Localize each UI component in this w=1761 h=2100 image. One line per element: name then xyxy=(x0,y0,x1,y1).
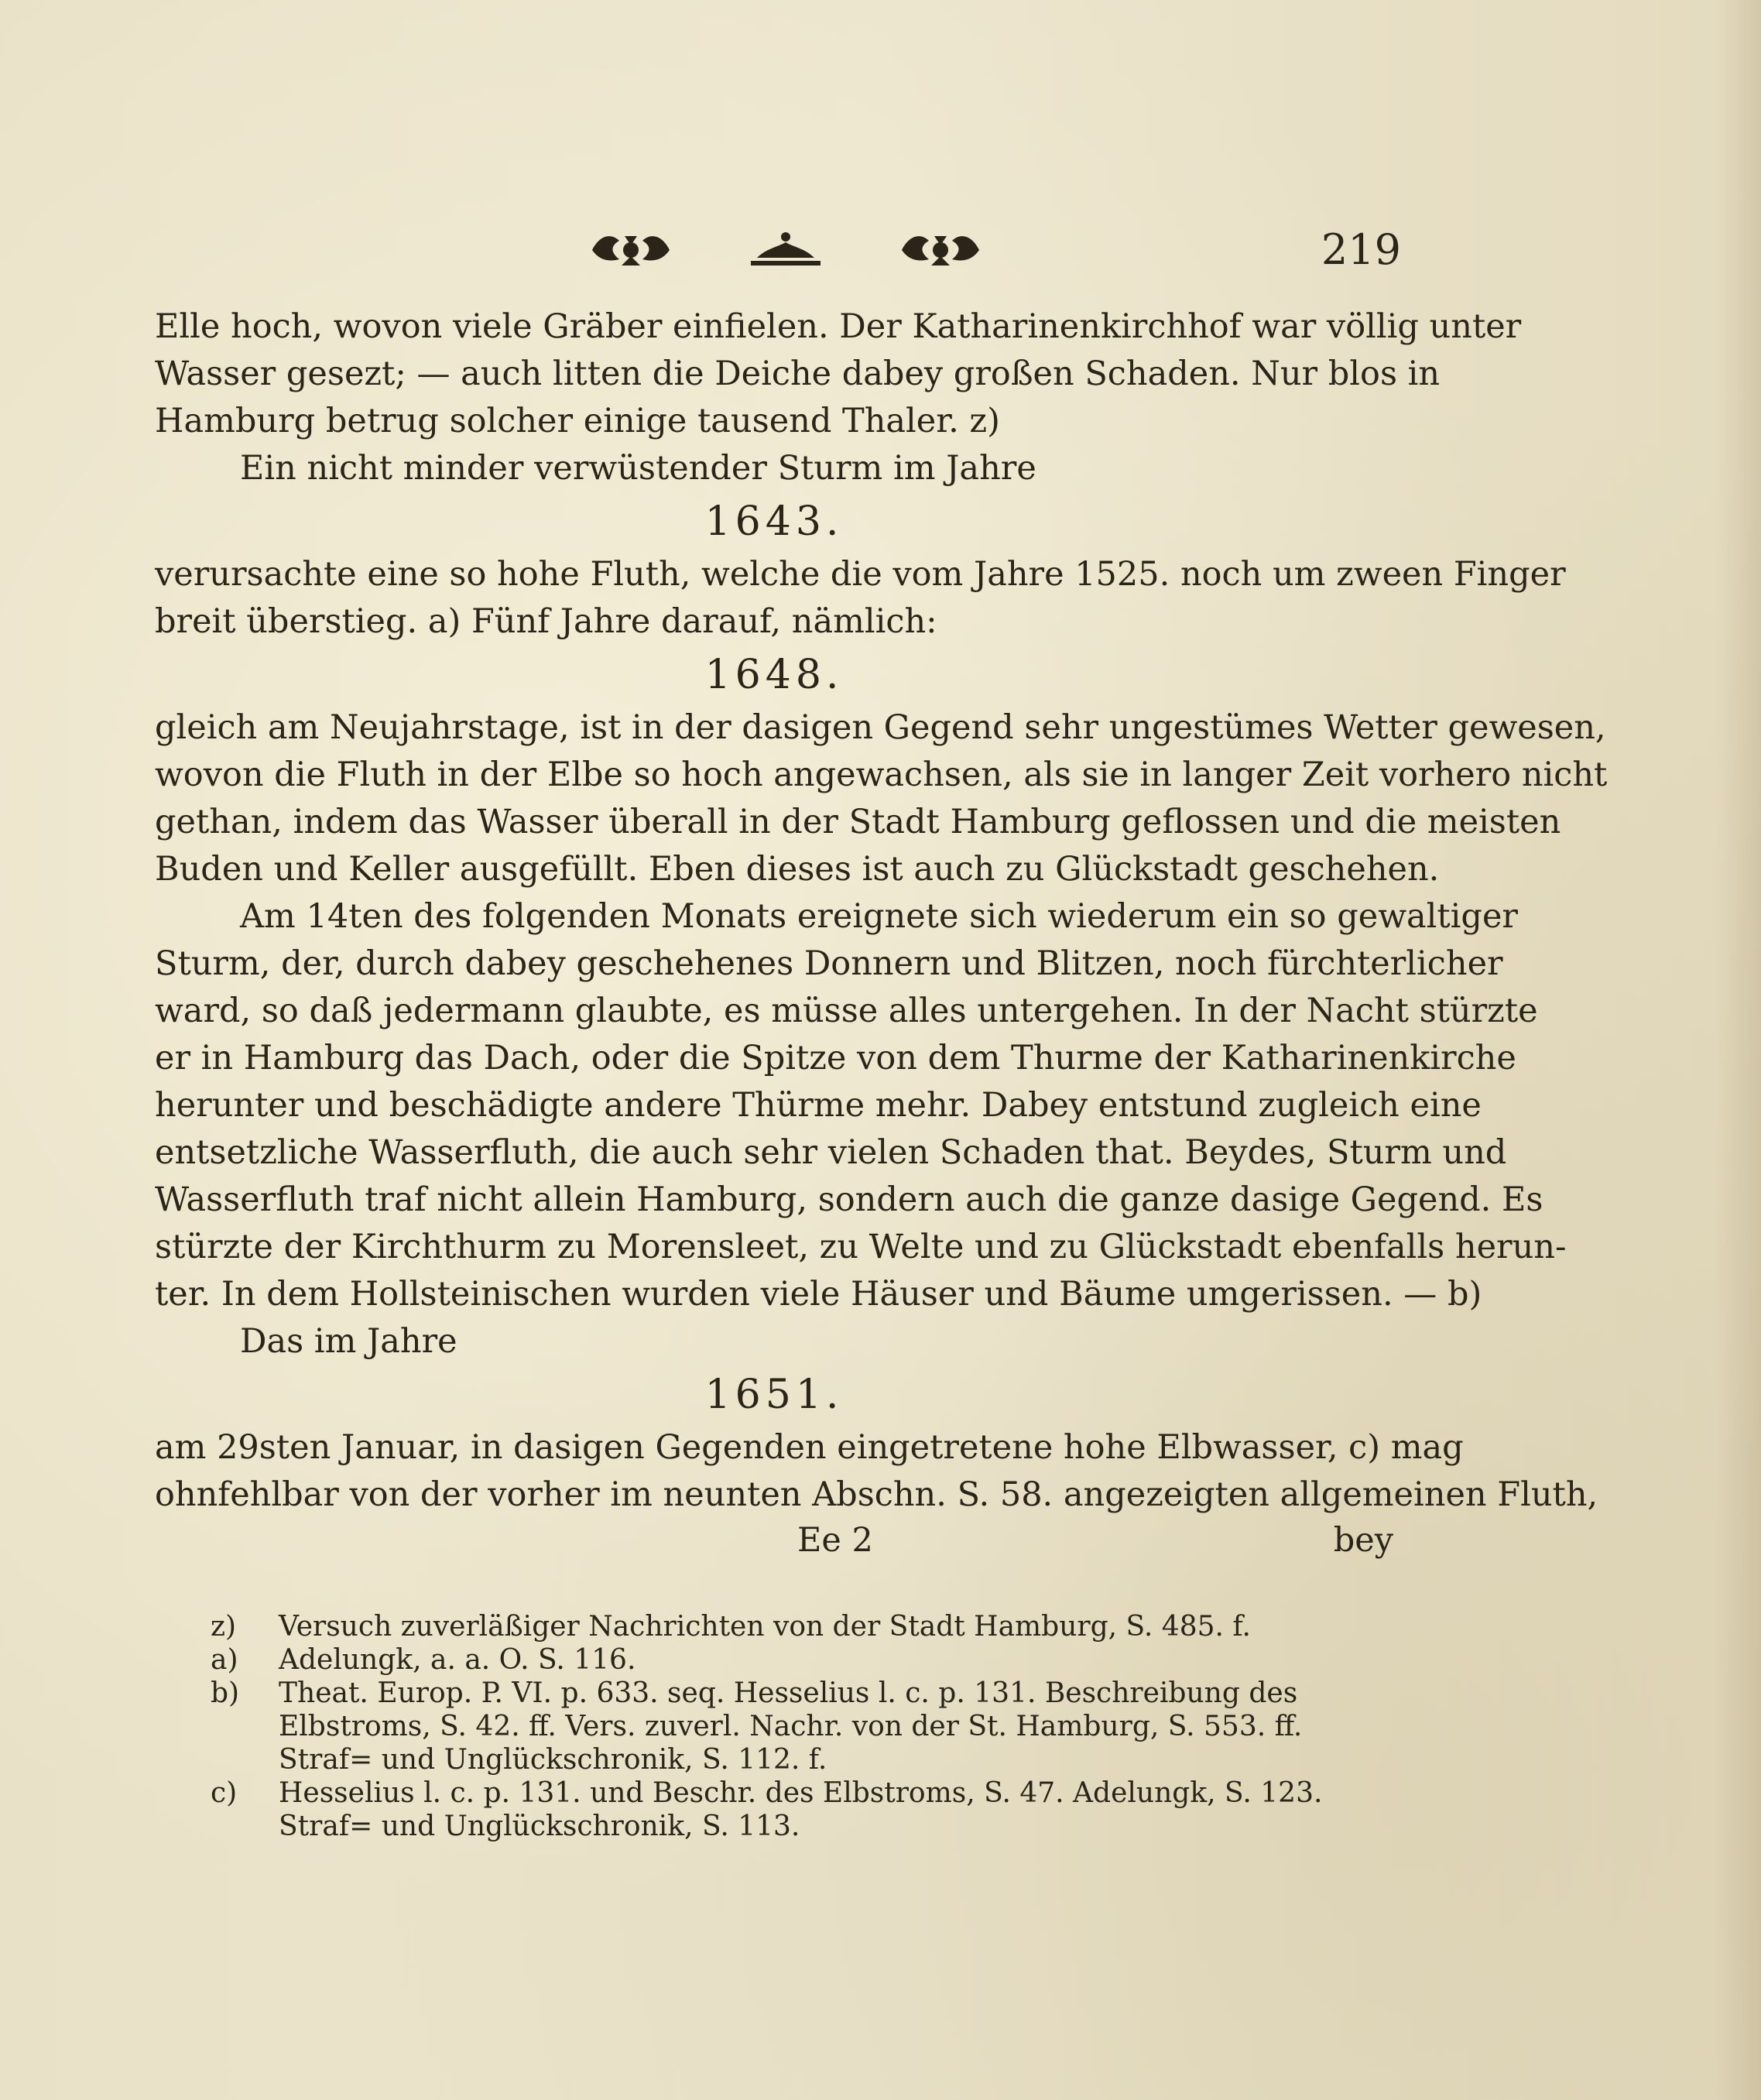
text-line: Ein nicht minder verwüstender Sturm im Jahre xyxy=(240,449,1036,488)
leaf-ornament-icon xyxy=(584,227,677,273)
text-line: entsetzliche Wasserfluth, die auch sehr vielen Schaden that. Beydes, Sturm und xyxy=(155,1133,1507,1172)
text-line: Sturm, der, durch dabey geschehenes Donnern und Blitzen, noch fürchterlicher xyxy=(155,944,1503,983)
footnote-a xyxy=(211,1643,1387,1677)
text-line: Wasser gesezt; — auch litten die Deiche dabey großen Schaden. Nur blos in xyxy=(155,355,1441,393)
page-edge-shadow xyxy=(1715,0,1761,2100)
signature-line xyxy=(155,1519,1393,1562)
footnote-continuation: Straf= und Unglückschronik, S. 112. f. xyxy=(279,1744,827,1776)
footnote-mark: a) xyxy=(211,1644,238,1676)
header-ornaments xyxy=(584,221,987,283)
text-line: breit überstieg. a) Fünf Jahre darauf, nämlich: xyxy=(155,602,937,641)
footnote-c xyxy=(211,1776,1387,1810)
text-line: Hamburg betrug solcher einige tausend Thaler. z) xyxy=(155,402,1000,440)
crown-ornament-icon xyxy=(743,227,828,273)
footnote-mark: c) xyxy=(211,1777,238,1809)
text-line: verursachte eine so hohe Fluth, welche die vom Jahre 1525. noch um zween Finger xyxy=(155,555,1566,594)
text-line: ward, so daß jedermann glaubte, es müsse alles untergehen. In der Nacht stürzte xyxy=(155,992,1538,1030)
catchword: bey xyxy=(1333,1521,1393,1560)
text-line: gethan, indem das Wasser überall in der Stadt Hamburg geflossen und die meisten xyxy=(155,803,1561,841)
footnote-text: Adelungk, a. a. O. S. 116. xyxy=(279,1644,636,1676)
footnote-b xyxy=(211,1677,1387,1710)
text-line: Am 14ten des folgenden Monats ereignete sich wiederum ein so gewaltiger xyxy=(240,897,1518,936)
footnote-text: Hesselius l. c. p. 131. und Beschr. des Elbstroms, S. 47. Adelungk, S. 123. xyxy=(279,1777,1323,1809)
footnote-z xyxy=(211,1610,1387,1643)
footnote-mark: b) xyxy=(211,1677,240,1709)
footnote-continuation: Straf= und Unglückschronik, S. 113. xyxy=(279,1811,800,1842)
text-line: Elle hoch, wovon viele Gräber einfielen. Der Katharinenkirchhof war völlig unter xyxy=(155,307,1522,346)
footnotes xyxy=(211,1610,1387,1843)
year-heading: 1643. xyxy=(704,498,844,545)
text-line: ohnfehlbar von der vorher im neunten Abschn. S. 58. angezeigten allgemeinen Fluth, xyxy=(155,1475,1598,1514)
text-line: wovon die Fluth in der Elbe so hoch angewachsen, als sie in langer Zeit vorhero nicht xyxy=(155,755,1608,794)
main-text xyxy=(155,303,1608,1562)
footnote-text: Theat. Europ. P. VI. p. 633. seq. Hesselius l. c. p. 131. Beschreibung des xyxy=(279,1677,1298,1709)
page-header xyxy=(0,221,1761,283)
text-line: gleich am Neujahrstage, ist in der dasigen Gegend sehr ungestümes Wetter gewesen, xyxy=(155,708,1606,747)
signature-mark: Ee 2 xyxy=(797,1521,873,1560)
year-heading: 1648. xyxy=(704,652,844,698)
text-line: er in Hamburg das Dach, oder die Spitze von dem Thurme der Katharinenkirche xyxy=(155,1039,1516,1077)
page-number: 219 xyxy=(1321,225,1401,274)
text-line: Buden und Keller ausgefüllt. Eben dieses ist auch zu Glückstadt geschehen. xyxy=(155,850,1440,889)
text-line: Das im Jahre xyxy=(240,1322,457,1361)
footnote-text: Versuch zuverläßiger Nachrichten von der Stadt Hamburg, S. 485. f. xyxy=(279,1611,1251,1643)
text-line: Wasserfluth traf nicht allein Hamburg, sondern auch die ganze dasige Gegend. Es xyxy=(155,1180,1543,1219)
text-line: stürzte der Kirchthurm zu Morensleet, zu Welte und zu Glückstadt ebenfalls herun- xyxy=(155,1228,1567,1266)
text-line: herunter und beschädigte andere Thürme mehr. Dabey entstund zugleich eine xyxy=(155,1086,1482,1125)
text-line: ter. In dem Hollsteinischen wurden viele Häuser und Bäume umgerissen. — b) xyxy=(155,1275,1482,1314)
year-heading: 1651. xyxy=(704,1372,844,1418)
text-line: am 29sten Januar, in dasigen Gegenden eingetretene hohe Elbwasser, c) mag xyxy=(155,1428,1464,1467)
footnote-continuation: Elbstroms, S. 42. ff. Vers. zuverl. Nachr. von der St. Hamburg, S. 553. ff. xyxy=(279,1711,1303,1742)
footnote-mark: z) xyxy=(211,1611,237,1643)
leaf-ornament-icon xyxy=(894,227,987,273)
